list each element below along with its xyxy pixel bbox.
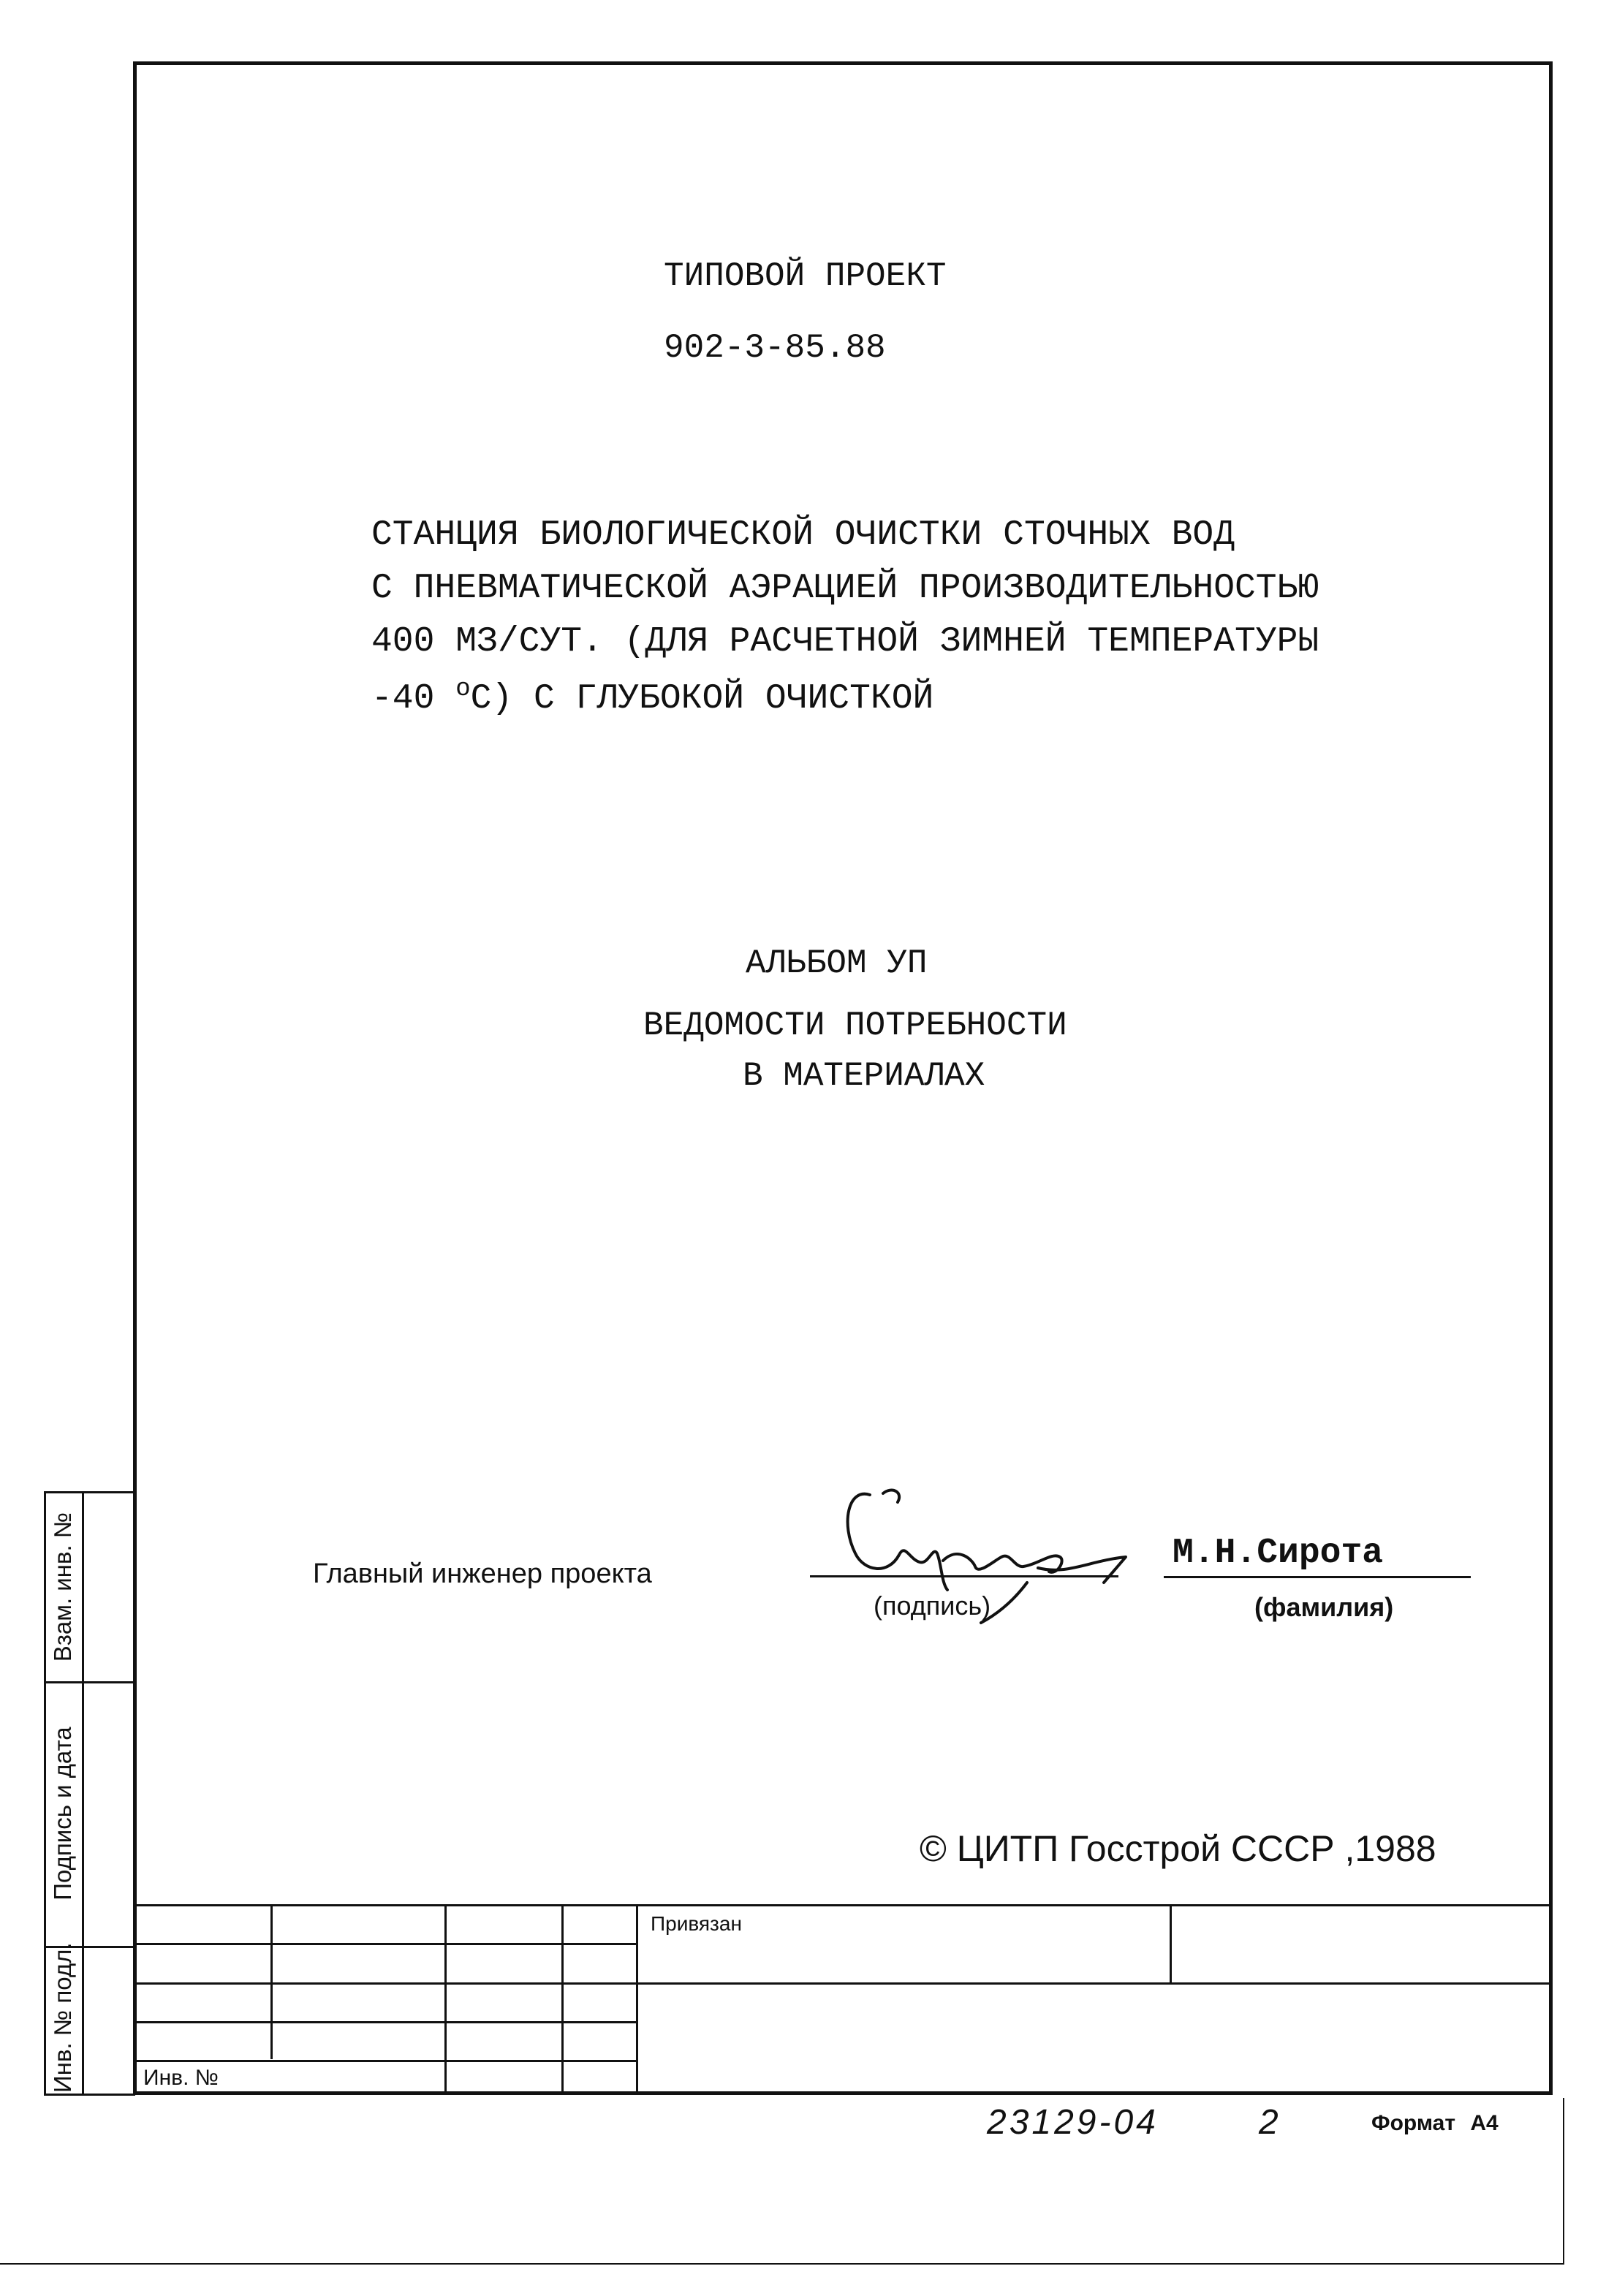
copyright-line <box>920 1827 1436 1870</box>
title-line-4-start: -40 <box>371 679 456 719</box>
side-label-podpis: Подпись и дата <box>49 1727 76 1901</box>
project-number: 902-3-85.88 <box>664 329 886 367</box>
copyright-text: ЦИТП Госстрой СССР ,1988 <box>956 1828 1436 1869</box>
title-line-3: 400 МЗ/СУТ. (ДЛЯ РАСЧЕТНОЙ ЗИМНЕЙ ТЕМПЕРАТУРЫ <box>371 622 1319 662</box>
format-line <box>1371 2111 1499 2136</box>
stamp-col-line-4 <box>636 1904 638 2095</box>
stamp-col-line-3 <box>561 1904 564 2095</box>
stamp-top-line <box>133 1904 1553 1906</box>
album-subtitle-2: В МАТЕРИАЛАХ <box>743 1057 985 1095</box>
signature-caption: (подпись) <box>874 1591 991 1621</box>
side-stamp-inner <box>82 1491 84 2095</box>
side-label-inv-podl: Инв. № подл. <box>49 1942 76 2093</box>
format-label: Формат <box>1371 2111 1456 2135</box>
name-line <box>1164 1576 1471 1578</box>
project-type: ТИПОВОЙ ПРОЕКТ <box>664 257 947 295</box>
format-value: А4 <box>1470 2111 1499 2135</box>
stamp-inv-label: Инв. № <box>143 2066 219 2090</box>
page-number: 2 <box>1259 2103 1279 2142</box>
degree-sign: о <box>455 675 471 703</box>
stamp-col-line-1 <box>270 1904 273 2059</box>
chief-engineer-label: Главный инженер проекта <box>313 1558 652 1589</box>
side-stamp-outer <box>44 1491 46 2095</box>
side-label-vzam: Взам. инв. № <box>49 1512 76 1662</box>
engineer-name: М.Н.Сирота <box>1173 1534 1384 1573</box>
title-line-1: СТАНЦИЯ БИОЛОГИЧЕСКОЙ ОЧИСТКИ СТОЧНЫХ ВОД <box>371 515 1235 555</box>
name-caption: (фамилия) <box>1254 1592 1394 1622</box>
stamp-right-mid-line <box>637 1982 1553 1985</box>
album-subtitle-1: ВЕДОМОСТИ ПОТРЕБНОСТИ <box>643 1007 1067 1045</box>
stamp-col-line-2 <box>444 1904 447 2095</box>
title-line-4-end: С) С ГЛУБОКОЙ ОЧИСТКОЙ <box>470 679 934 719</box>
side-stamp-bottom <box>44 2094 135 2096</box>
stamp-bound-label: Привязан <box>651 1912 742 1935</box>
album-name: АЛЬБОМ УП <box>746 944 928 982</box>
page-trim-right <box>1563 2098 1564 2265</box>
title-line-4 <box>371 675 933 719</box>
stamp-col-line-5 <box>1170 1904 1172 1983</box>
title-line-2: С ПНЕВМАТИЧЕСКОЙ АЭРАЦИЕЙ ПРОИЗВОДИТЕЛЬНОСТЬЮ <box>371 569 1319 608</box>
copyright-icon: © <box>920 1828 947 1869</box>
page-trim-line <box>0 2263 1564 2265</box>
doc-code: 23129-04 <box>987 2103 1159 2142</box>
